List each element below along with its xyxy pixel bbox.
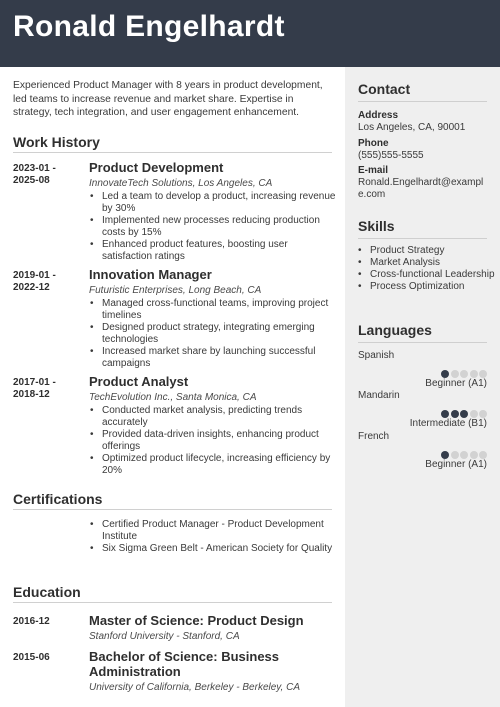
work-date: 2023-01 - 2025-08 <box>13 163 56 186</box>
language-rating <box>440 405 488 414</box>
work-date: 2017-01 - 2018-12 <box>13 377 56 400</box>
bullet-item: • Managed cross-functional teams, improving project timelines <box>102 298 336 322</box>
language-name: Spanish <box>358 350 395 361</box>
work-history-divider <box>13 152 332 153</box>
education-date: 2016-12 <box>13 616 50 627</box>
rating-dot-empty <box>479 451 487 459</box>
rating-dot-filled <box>441 410 449 418</box>
phone-label: Phone <box>358 138 389 149</box>
rating-dot-filled <box>441 370 449 378</box>
language-entry <box>358 431 487 470</box>
resume-header <box>0 0 500 67</box>
language-rating <box>440 365 488 374</box>
address-value: Los Angeles, CA, 90001 <box>358 122 466 133</box>
job-title: Product Development <box>89 160 224 175</box>
bullet-item: • Increased market share by launching successful campaigns <box>102 346 336 370</box>
rating-dot-filled <box>460 410 468 418</box>
candidate-name: Ronald Engelhardt <box>13 10 285 43</box>
certifications-title: Certifications <box>13 491 103 507</box>
skill-item: • Cross-functional Leadership <box>370 269 500 281</box>
contact-divider <box>358 101 487 102</box>
school: University of California, Berkeley - Berkeley, CA <box>89 682 300 693</box>
job-title: Product Analyst <box>89 374 189 389</box>
sidebar <box>345 67 500 707</box>
job-bullets <box>89 191 336 263</box>
language-name: Mandarin <box>358 390 400 401</box>
phone-value: (555)555-5555 <box>358 150 424 161</box>
work-history-title: Work History <box>13 134 100 150</box>
work-entry-body <box>89 374 336 477</box>
rating-dot-empty <box>460 451 468 459</box>
employer: TechEvolution Inc., Santa Monica, CA <box>89 392 257 403</box>
school: Stanford University - Stanford, CA <box>89 631 240 642</box>
language-level: Beginner (A1) <box>425 459 487 470</box>
degree-title: Master of Science: Product Design <box>89 613 304 628</box>
rating-dot-empty <box>470 451 478 459</box>
contact-title: Contact <box>358 81 411 97</box>
employer: Futuristic Enterprises, Long Beach, CA <box>89 285 262 296</box>
summary: Experienced Product Manager with 8 years in product development, led teams to increase revenue and market share. Expertise in strategy, tech integration, and user engagement enhancement. <box>13 80 323 118</box>
rating-dot-empty <box>451 451 459 459</box>
job-title: Innovation Manager <box>89 267 212 282</box>
rating-dot-empty <box>479 410 487 418</box>
skill-item: • Market Analysis <box>370 257 500 269</box>
language-entry <box>358 350 487 389</box>
education-divider <box>13 602 332 603</box>
language-name: French <box>358 431 390 442</box>
education-entry-body <box>89 649 336 694</box>
certification-item: • Six Sigma Green Belt - American Society for Quality <box>102 543 336 555</box>
rating-dot-empty <box>470 370 478 378</box>
skills-title: Skills <box>358 218 395 234</box>
job-bullets <box>89 405 336 477</box>
skills-divider <box>358 238 487 239</box>
certifications-list <box>89 519 336 555</box>
certification-item: • Certified Product Manager - Product Development Institute <box>102 519 336 543</box>
rating-dot-empty <box>460 370 468 378</box>
bullet-item: • Implemented new processes reducing production costs by 15% <box>102 215 336 239</box>
language-entry <box>358 390 487 429</box>
rating-dot-empty <box>451 370 459 378</box>
language-level: Beginner (A1) <box>425 378 487 389</box>
degree-title: Bachelor of Science: Business Administration <box>89 649 280 679</box>
bullet-item: • Optimized product lifecycle, increasing efficiency by 20% <box>102 453 336 477</box>
bullet-item: • Designed product strategy, integrating emerging technologies <box>102 322 336 346</box>
language-level: Intermediate (B1) <box>409 418 487 429</box>
bullet-item: • Provided data-driven insights, enhancing product offerings <box>102 429 336 453</box>
employer: InnovateTech Solutions, Los Angeles, CA <box>89 178 273 189</box>
address-label: Address <box>358 110 399 121</box>
rating-dot-filled <box>451 410 459 418</box>
email-value: Ronald.Engelhardt@exampl e.com <box>358 177 484 200</box>
education-date: 2015-06 <box>13 652 50 663</box>
email-label: E-mail <box>358 165 389 176</box>
bullet-item: • Led a team to develop a product, increasing revenue by 30% <box>102 191 336 215</box>
skill-item: • Product Strategy <box>370 245 500 257</box>
rating-dot-empty <box>479 370 487 378</box>
rating-dot-filled <box>441 451 449 459</box>
skill-item: • Process Optimization <box>370 281 500 293</box>
education-entry-body <box>89 613 336 643</box>
bullet-item: • Enhanced product features, boosting user satisfaction ratings <box>102 239 336 263</box>
bullet-item: • Conducted market analysis, predicting trends accurately <box>102 405 336 429</box>
education-title: Education <box>13 584 81 600</box>
rating-dot-empty <box>470 410 478 418</box>
certifications-divider <box>13 509 332 510</box>
language-rating <box>440 446 488 455</box>
languages-divider <box>358 342 487 343</box>
job-bullets <box>89 298 336 370</box>
languages-title: Languages <box>358 322 432 338</box>
work-entry-body <box>89 160 336 263</box>
skills-list <box>358 245 500 293</box>
work-date: 2019-01 - 2022-12 <box>13 270 56 293</box>
work-entry-body <box>89 267 336 370</box>
